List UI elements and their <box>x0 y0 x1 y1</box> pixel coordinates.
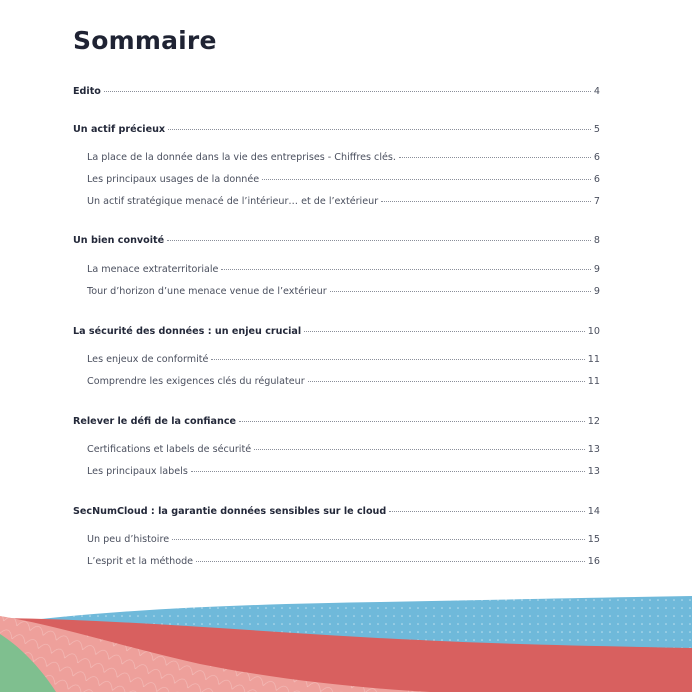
toc-entry-label: L’esprit et la méthode <box>87 556 194 567</box>
toc-entry-page: 11 <box>587 354 600 365</box>
toc-subentry[interactable] <box>87 376 600 392</box>
toc-entry-page: 16 <box>587 556 600 567</box>
toc-entry-edito[interactable] <box>73 86 600 102</box>
dot-leader <box>381 201 591 202</box>
toc-subentry[interactable] <box>87 534 600 550</box>
toc-subentry[interactable] <box>87 354 600 370</box>
toc-subentry[interactable] <box>87 152 600 168</box>
toc-entry-label: Edito <box>73 86 101 97</box>
toc-entry-page: 15 <box>587 534 600 545</box>
dot-leader <box>221 269 590 270</box>
dot-leader <box>389 511 585 512</box>
dot-leader <box>211 359 584 360</box>
toc-entry-label: La sécurité des données : un enjeu crucial <box>73 326 302 337</box>
toc-subentry[interactable] <box>87 444 600 460</box>
toc-entry-page: 9 <box>593 264 600 275</box>
dot-leader <box>167 240 591 241</box>
toc-entry-label: Tour d’horizon d’une menace venue de l’extérieur <box>87 286 327 297</box>
toc-entry-label: Les principaux usages de la donnée <box>87 174 260 185</box>
dot-leader <box>330 291 591 292</box>
toc-entry-page: 5 <box>593 124 600 135</box>
toc-entry-label: Certifications et labels de sécurité <box>87 444 252 455</box>
toc-subentry[interactable] <box>87 286 600 302</box>
toc-subentry[interactable] <box>87 466 600 482</box>
page-title: Sommaire <box>73 26 217 55</box>
toc-entry-label: La menace extraterritoriale <box>87 264 219 275</box>
toc-entry-page: 9 <box>593 286 600 297</box>
toc-entry-label: Relever le défi de la confiance <box>73 416 237 427</box>
toc-entry-page: 14 <box>587 506 600 517</box>
toc-entry-page: 4 <box>593 86 600 97</box>
dot-leader <box>262 179 591 180</box>
toc-entry-page: 8 <box>593 235 600 246</box>
dot-leader <box>399 157 591 158</box>
dot-leader <box>191 471 585 472</box>
toc-entry-page: 6 <box>593 174 600 185</box>
toc-subentry[interactable] <box>87 196 600 212</box>
toc-entry-relever-defi[interactable] <box>73 416 600 432</box>
toc-entry-securite-donnees[interactable] <box>73 326 600 342</box>
dot-leader <box>254 449 585 450</box>
toc-entry-label: La place de la donnée dans la vie des entreprises - Chiffres clés. <box>87 152 396 163</box>
toc-entry-label: Un peu d’histoire <box>87 534 170 545</box>
toc-entry-page: 12 <box>587 416 600 427</box>
toc-entry-label: Un actif stratégique menacé de l’intérieur… et de l’extérieur <box>87 196 379 207</box>
dot-leader <box>308 381 585 382</box>
toc-entry-label: Un actif précieux <box>73 124 166 135</box>
toc-entry-page: 11 <box>587 376 600 387</box>
toc-entry-un-actif-precieux[interactable] <box>73 124 600 140</box>
toc-entry-label: Les principaux labels <box>87 466 188 477</box>
dot-leader <box>104 91 591 92</box>
dot-leader <box>304 331 585 332</box>
dot-leader <box>196 561 585 562</box>
toc-entry-page: 13 <box>587 466 600 477</box>
toc-entry-label: Les enjeux de conformité <box>87 354 209 365</box>
toc-entry-label: SecNumCloud : la garantie données sensibles sur le cloud <box>73 506 387 517</box>
toc-entry-page: 7 <box>593 196 600 207</box>
dot-leader <box>239 421 585 422</box>
toc-entry-label: Un bien convoité <box>73 235 165 246</box>
toc-entry-page: 6 <box>593 152 600 163</box>
toc-entry-secnumcloud[interactable] <box>73 506 600 522</box>
toc-entry-page: 13 <box>587 444 600 455</box>
toc-subentry[interactable] <box>87 264 600 280</box>
decorative-waves <box>0 590 692 692</box>
toc-entry-label: Comprendre les exigences clés du régulateur <box>87 376 305 387</box>
toc-entry-page: 10 <box>587 326 600 337</box>
toc-entry-un-bien-convoite[interactable] <box>73 235 600 251</box>
toc-subentry[interactable] <box>87 556 600 572</box>
dot-leader <box>168 129 591 130</box>
dot-leader <box>172 539 585 540</box>
toc-subentry[interactable] <box>87 174 600 190</box>
